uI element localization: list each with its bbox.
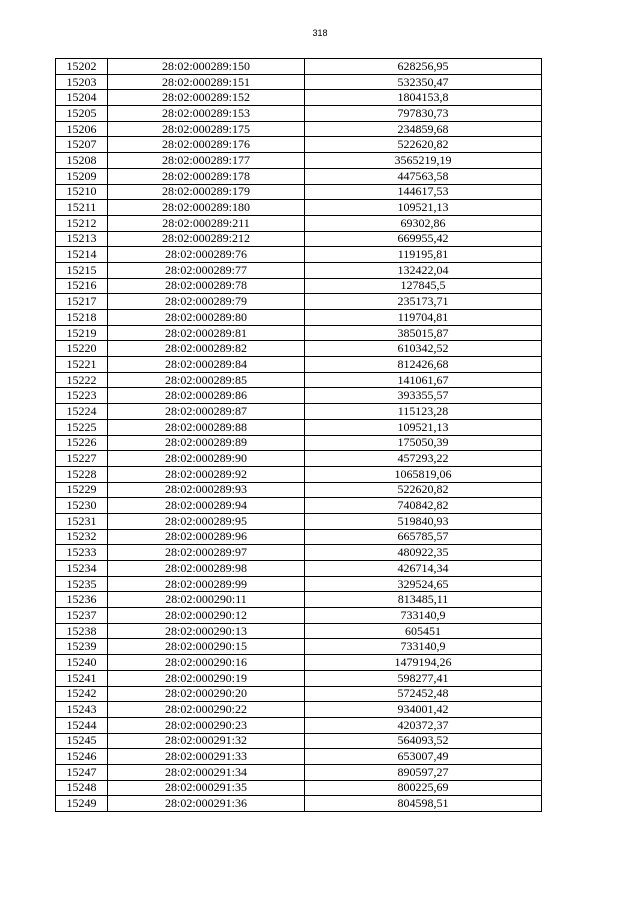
table-row xyxy=(56,388,542,404)
table-row xyxy=(56,545,542,561)
cadastral-value-cell: 109521,13 xyxy=(305,200,542,216)
cadastral-value-cell: 522620,82 xyxy=(305,137,542,153)
cadastral-value-cell: 598277,41 xyxy=(305,670,542,686)
row-number-cell: 15247 xyxy=(56,764,108,780)
row-number-cell: 15249 xyxy=(56,796,108,812)
table-row xyxy=(56,153,542,169)
table-row xyxy=(56,780,542,796)
row-number-cell: 15216 xyxy=(56,278,108,294)
row-number-cell: 15213 xyxy=(56,231,108,247)
table-row xyxy=(56,623,542,639)
table-row xyxy=(56,215,542,231)
cadastral-value-cell: 804598,51 xyxy=(305,796,542,812)
cadastral-value-cell: 69302,86 xyxy=(305,215,542,231)
table-row xyxy=(56,592,542,608)
row-number-cell: 15206 xyxy=(56,121,108,137)
cadastral-number-cell: 28:02:000289:178 xyxy=(108,168,305,184)
cadastral-number-cell: 28:02:000290:12 xyxy=(108,608,305,624)
cadastral-number-cell: 28:02:000289:99 xyxy=(108,576,305,592)
row-number-cell: 15214 xyxy=(56,247,108,263)
row-number-cell: 15217 xyxy=(56,294,108,310)
table-row xyxy=(56,451,542,467)
table-row xyxy=(56,372,542,388)
table-row xyxy=(56,561,542,577)
cadastral-value-cell: 385015,87 xyxy=(305,325,542,341)
row-number-cell: 15227 xyxy=(56,451,108,467)
cadastral-value-cell: 3565219,19 xyxy=(305,153,542,169)
table-row xyxy=(56,184,542,200)
cadastral-value-cell: 519840,93 xyxy=(305,513,542,529)
table-row xyxy=(56,733,542,749)
cadastral-number-cell: 28:02:000291:32 xyxy=(108,733,305,749)
row-number-cell: 15207 xyxy=(56,137,108,153)
table-row xyxy=(56,247,542,263)
row-number-cell: 15204 xyxy=(56,90,108,106)
cadastral-number-cell: 28:02:000289:177 xyxy=(108,153,305,169)
row-number-cell: 15243 xyxy=(56,702,108,718)
table-row xyxy=(56,341,542,357)
cadastral-number-cell: 28:02:000290:15 xyxy=(108,639,305,655)
row-number-cell: 15205 xyxy=(56,106,108,122)
cadastral-number-cell: 28:02:000290:20 xyxy=(108,686,305,702)
table-row xyxy=(56,74,542,90)
table-row xyxy=(56,106,542,122)
row-number-cell: 15212 xyxy=(56,215,108,231)
row-number-cell: 15244 xyxy=(56,717,108,733)
cadastral-value-cell: 115123,28 xyxy=(305,404,542,420)
row-number-cell: 15225 xyxy=(56,419,108,435)
table-row xyxy=(56,294,542,310)
row-number-cell: 15219 xyxy=(56,325,108,341)
table-row xyxy=(56,639,542,655)
cadastral-value-cell: 610342,52 xyxy=(305,341,542,357)
cadastral-value-cell: 628256,95 xyxy=(305,59,542,75)
cadastral-number-cell: 28:02:000290:11 xyxy=(108,592,305,608)
table-row xyxy=(56,404,542,420)
cadastral-number-cell: 28:02:000289:84 xyxy=(108,357,305,373)
row-number-cell: 15211 xyxy=(56,200,108,216)
row-number-cell: 15235 xyxy=(56,576,108,592)
cadastral-number-cell: 28:02:000289:94 xyxy=(108,498,305,514)
cadastral-value-cell: 141061,67 xyxy=(305,372,542,388)
cadastral-value-cell: 447563,58 xyxy=(305,168,542,184)
row-number-cell: 15232 xyxy=(56,529,108,545)
cadastral-number-cell: 28:02:000289:88 xyxy=(108,419,305,435)
cadastral-value-cell: 522620,82 xyxy=(305,482,542,498)
cadastral-number-cell: 28:02:000289:98 xyxy=(108,561,305,577)
cadastral-number-cell: 28:02:000289:176 xyxy=(108,137,305,153)
table-row xyxy=(56,529,542,545)
cadastral-value-cell: 457293,22 xyxy=(305,451,542,467)
row-number-cell: 15220 xyxy=(56,341,108,357)
table-row xyxy=(56,59,542,75)
table-row xyxy=(56,482,542,498)
cadastral-value-cell: 109521,13 xyxy=(305,419,542,435)
cadastral-number-cell: 28:02:000289:150 xyxy=(108,59,305,75)
row-number-cell: 15248 xyxy=(56,780,108,796)
cadastral-value-cell: 812426,68 xyxy=(305,357,542,373)
cadastral-number-cell: 28:02:000289:212 xyxy=(108,231,305,247)
table-row xyxy=(56,702,542,718)
row-number-cell: 15210 xyxy=(56,184,108,200)
row-number-cell: 15238 xyxy=(56,623,108,639)
cadastral-number-cell: 28:02:000289:85 xyxy=(108,372,305,388)
cadastral-value-cell: 669955,42 xyxy=(305,231,542,247)
row-number-cell: 15203 xyxy=(56,74,108,90)
cadastral-number-cell: 28:02:000291:34 xyxy=(108,764,305,780)
page-number: 318 xyxy=(312,28,328,38)
row-number-cell: 15215 xyxy=(56,262,108,278)
cadastral-value-cell: 420372,37 xyxy=(305,717,542,733)
cadastral-number-cell: 28:02:000289:211 xyxy=(108,215,305,231)
table-row xyxy=(56,357,542,373)
table-row xyxy=(56,670,542,686)
row-number-cell: 15234 xyxy=(56,561,108,577)
row-number-cell: 15237 xyxy=(56,608,108,624)
table-body xyxy=(56,59,542,812)
cadastral-number-cell: 28:02:000289:89 xyxy=(108,435,305,451)
row-number-cell: 15246 xyxy=(56,749,108,765)
table-row xyxy=(56,419,542,435)
row-number-cell: 15226 xyxy=(56,435,108,451)
cadastral-number-cell: 28:02:000289:92 xyxy=(108,466,305,482)
cadastral-value-cell: 532350,47 xyxy=(305,74,542,90)
cadastral-number-cell: 28:02:000289:179 xyxy=(108,184,305,200)
row-number-cell: 15241 xyxy=(56,670,108,686)
table-row xyxy=(56,513,542,529)
cadastral-number-cell: 28:02:000290:22 xyxy=(108,702,305,718)
row-number-cell: 15239 xyxy=(56,639,108,655)
cadastral-value-cell: 393355,57 xyxy=(305,388,542,404)
row-number-cell: 15229 xyxy=(56,482,108,498)
cadastral-value-cell: 329524,65 xyxy=(305,576,542,592)
table-row xyxy=(56,278,542,294)
cadastral-number-cell: 28:02:000291:33 xyxy=(108,749,305,765)
cadastral-number-cell: 28:02:000289:95 xyxy=(108,513,305,529)
table-row xyxy=(56,608,542,624)
cadastral-value-cell: 1065819,06 xyxy=(305,466,542,482)
table-row xyxy=(56,796,542,812)
cadastral-value-cell: 175050,39 xyxy=(305,435,542,451)
row-number-cell: 15236 xyxy=(56,592,108,608)
table-row xyxy=(56,764,542,780)
cadastral-value-cell: 890597,27 xyxy=(305,764,542,780)
cadastral-value-cell: 564093,52 xyxy=(305,733,542,749)
cadastral-value-cell: 813485,11 xyxy=(305,592,542,608)
cadastral-number-cell: 28:02:000291:36 xyxy=(108,796,305,812)
cadastral-value-cell: 127845,5 xyxy=(305,278,542,294)
cadastral-value-cell: 426714,34 xyxy=(305,561,542,577)
cadastral-value-cell: 119195,81 xyxy=(305,247,542,263)
cadastral-number-cell: 28:02:000290:23 xyxy=(108,717,305,733)
table-row xyxy=(56,310,542,326)
cadastral-value-cell: 733140,9 xyxy=(305,608,542,624)
table-row xyxy=(56,90,542,106)
row-number-cell: 15233 xyxy=(56,545,108,561)
table-row xyxy=(56,168,542,184)
cadastral-number-cell: 28:02:000289:180 xyxy=(108,200,305,216)
cadastral-number-cell: 28:02:000289:82 xyxy=(108,341,305,357)
cadastral-number-cell: 28:02:000289:86 xyxy=(108,388,305,404)
cadastral-value-cell: 132422,04 xyxy=(305,262,542,278)
cadastral-number-cell: 28:02:000290:13 xyxy=(108,623,305,639)
cadastral-number-cell: 28:02:000290:16 xyxy=(108,655,305,671)
row-number-cell: 15218 xyxy=(56,310,108,326)
cadastral-number-cell: 28:02:000289:152 xyxy=(108,90,305,106)
table-row xyxy=(56,137,542,153)
table-row xyxy=(56,655,542,671)
cadastral-value-cell: 797830,73 xyxy=(305,106,542,122)
cadastral-value-cell: 1479194,26 xyxy=(305,655,542,671)
cadastral-value-cell: 119704,81 xyxy=(305,310,542,326)
table-row xyxy=(56,435,542,451)
cadastral-value-cell: 800225,69 xyxy=(305,780,542,796)
table-row xyxy=(56,200,542,216)
cadastral-value-cell: 665785,57 xyxy=(305,529,542,545)
row-number-cell: 15231 xyxy=(56,513,108,529)
row-number-cell: 15221 xyxy=(56,357,108,373)
row-number-cell: 15202 xyxy=(56,59,108,75)
cadastral-number-cell: 28:02:000290:19 xyxy=(108,670,305,686)
cadastral-value-cell: 653007,49 xyxy=(305,749,542,765)
cadastral-number-cell: 28:02:000289:97 xyxy=(108,545,305,561)
row-number-cell: 15230 xyxy=(56,498,108,514)
cadastral-value-cell: 234859,68 xyxy=(305,121,542,137)
cadastral-value-cell: 605451 xyxy=(305,623,542,639)
row-number-cell: 15240 xyxy=(56,655,108,671)
table-row xyxy=(56,498,542,514)
table-row xyxy=(56,749,542,765)
table-row xyxy=(56,121,542,137)
table-row xyxy=(56,262,542,278)
table-row xyxy=(56,717,542,733)
cadastral-value-table xyxy=(55,58,542,812)
cadastral-value-cell: 740842,82 xyxy=(305,498,542,514)
cadastral-number-cell: 28:02:000289:175 xyxy=(108,121,305,137)
cadastral-number-cell: 28:02:000289:78 xyxy=(108,278,305,294)
cadastral-number-cell: 28:02:000289:96 xyxy=(108,529,305,545)
cadastral-value-cell: 480922,35 xyxy=(305,545,542,561)
cadastral-number-cell: 28:02:000289:81 xyxy=(108,325,305,341)
cadastral-value-cell: 934001,42 xyxy=(305,702,542,718)
row-number-cell: 15209 xyxy=(56,168,108,184)
row-number-cell: 15245 xyxy=(56,733,108,749)
cadastral-number-cell: 28:02:000289:77 xyxy=(108,262,305,278)
cadastral-number-cell: 28:02:000289:151 xyxy=(108,74,305,90)
cadastral-number-cell: 28:02:000289:153 xyxy=(108,106,305,122)
cadastral-value-cell: 144617,53 xyxy=(305,184,542,200)
row-number-cell: 15223 xyxy=(56,388,108,404)
table-row xyxy=(56,231,542,247)
cadastral-number-cell: 28:02:000291:35 xyxy=(108,780,305,796)
cadastral-number-cell: 28:02:000289:90 xyxy=(108,451,305,467)
cadastral-number-cell: 28:02:000289:79 xyxy=(108,294,305,310)
cadastral-value-cell: 733140,9 xyxy=(305,639,542,655)
cadastral-number-cell: 28:02:000289:80 xyxy=(108,310,305,326)
cadastral-number-cell: 28:02:000289:76 xyxy=(108,247,305,263)
table-row xyxy=(56,576,542,592)
table-row xyxy=(56,466,542,482)
row-number-cell: 15242 xyxy=(56,686,108,702)
table-row xyxy=(56,686,542,702)
cadastral-value-cell: 572452,48 xyxy=(305,686,542,702)
row-number-cell: 15222 xyxy=(56,372,108,388)
row-number-cell: 15208 xyxy=(56,153,108,169)
row-number-cell: 15224 xyxy=(56,404,108,420)
row-number-cell: 15228 xyxy=(56,466,108,482)
cadastral-value-cell: 1804153,8 xyxy=(305,90,542,106)
cadastral-value-cell: 235173,71 xyxy=(305,294,542,310)
cadastral-number-cell: 28:02:000289:93 xyxy=(108,482,305,498)
table-row xyxy=(56,325,542,341)
cadastral-number-cell: 28:02:000289:87 xyxy=(108,404,305,420)
